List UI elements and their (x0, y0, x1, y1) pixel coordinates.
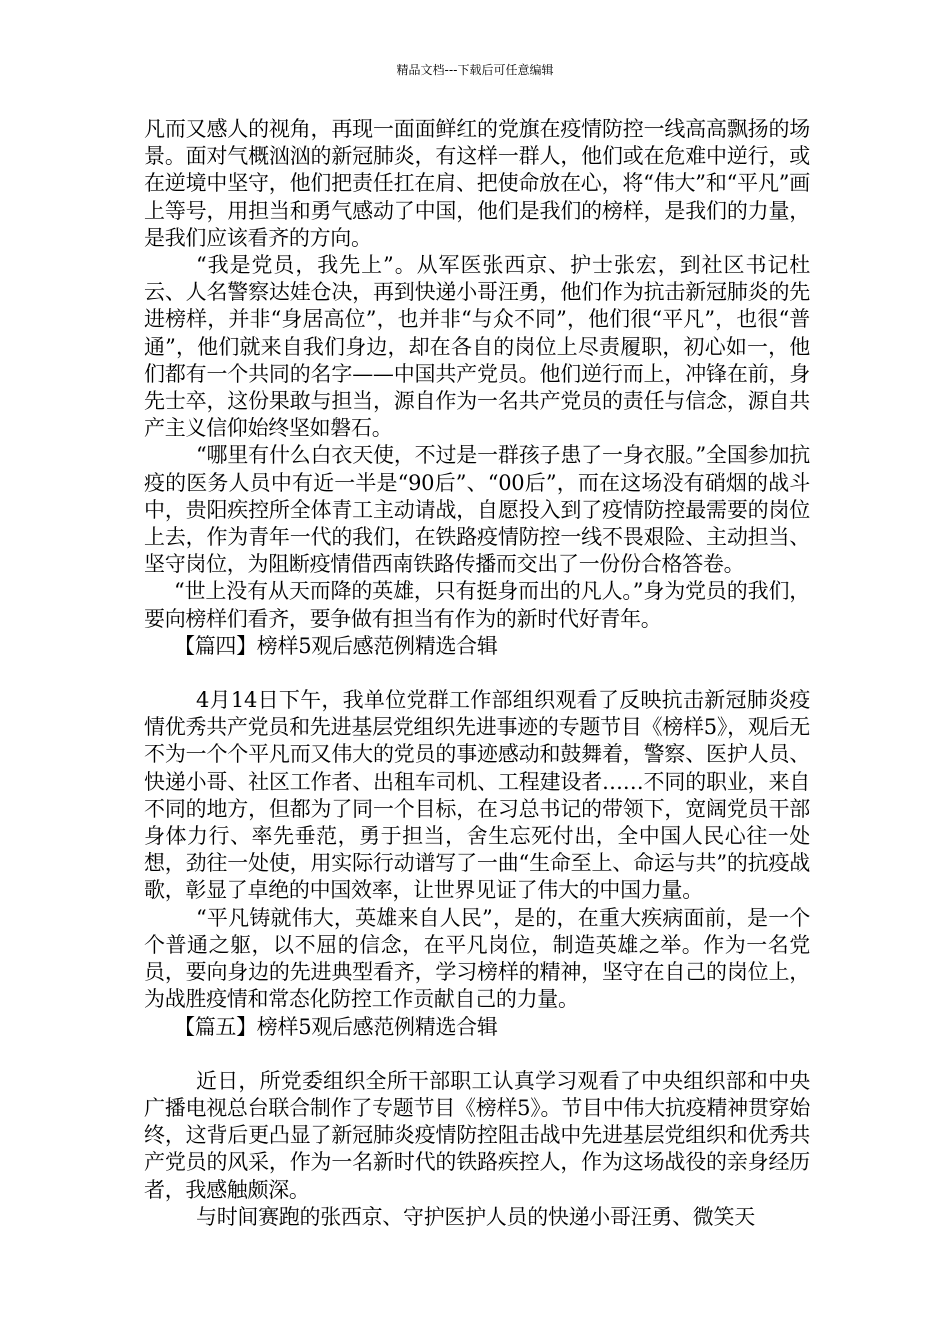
section-heading: 【篇四】榜样5观后感范例精选合辑 (174, 633, 498, 658)
blank-line (144, 1041, 810, 1068)
paragraph: “哪里有什么白衣天使，不过是一群孩子患了一身衣服。”全国参加抗疫的医务人员中有近一半是“90后”、“00后”，而在这场没有硝烟的战斗中，贵阳疾控所全体青工主动请战，自愿投入到了疫情防控最需要的岗位上去，作为青年一代的我们，在铁路疫情防控一线不畏艰险、主动担当、坚守岗位，为阻断疫情借西南铁路传播而交出了一份份合格答卷。 (144, 443, 810, 577)
section-heading: 【篇五】榜样5观后感范例精选合辑 (174, 1014, 498, 1039)
paragraph: 凡而又感人的视角，再现一面面鲜红的党旗在疫情防控一线高高飘扬的场景。面对气概汹汹的新冠肺炎，有这样一群人，他们或在危难中逆行，或在逆境中坚守，他们把责任扛在肩、把使命放在心，将“伟大”和“平凡”画上等号，用担当和勇气感动了中国，他们是我们的榜样，是我们的力量，是我们应该看齐的方向。 (144, 117, 810, 250)
page-header: 精品文档---下载后可任意编辑 (396, 63, 554, 77)
document-body (144, 116, 810, 1231)
paragraph: 与时间赛跑的张西京、守护医护人员的快递小哥汪勇、微笑天 (196, 1204, 755, 1229)
paragraph: “我是党员，我先上”。从军医张西京、护士张宏，到社区书记杜云、人名警察达娃仓决，再到快递小哥汪勇，他们作为抗击新冠肺炎的先进榜样，并非“身居高位”，也并非“与众不同”，他们很“平凡”，也很“普通”，他们就来自我们身边，却在各自的岗位上尽责履职，初心如一，他们都有一个共同的名字——中国共产党员。他们逆行而上，冲锋在前，身先士卒，这份果敢与担当，源自作为一名共产党员的责任与信念，源自共产主义信仰始终坚如磐石。 (144, 253, 810, 441)
paragraph: 近日，所党委组织全所干部职工认真学习观看了中央组织部和中央广播电视总台联合制作了专题节目《榜样5》。节目中伟大抗疫精神贯穿始终，这背后更凸显了新冠肺炎疫情防控阻击战中先进基层党组织和优秀共产党员的风采，作为一名新时代的铁路疾控人，作为这场战役的亲身经历者，我感触颇深。 (144, 1068, 810, 1202)
paragraph: “世上没有从天而降的英雄，只有挺身而出的凡人。”身为党员的我们，要向榜样们看齐，要争做有担当有作为的新时代好青年。 (144, 579, 810, 631)
blank-line (144, 660, 810, 687)
paragraph: 4月14日下午，我单位党群工作部组织观看了反映抗击新冠肺炎疫情优秀共产党员和先进基层党组织先进事迹的专题节目《榜样5》，观后无不为一个个平凡而又伟大的党员的事迹感动和鼓舞着，警察、医护人员、快递小哥、社区工作者、出租车司机、工程建设者……不同的职业，来自不同的地方，但都为了同一个目标，在习总书记的带领下，宽阔党员干部身体力行、率先垂范，勇于担当，舍生忘死付出，全中国人民心往一处想，劲往一处使，用实际行动谱写了一曲“生命至上、命运与共”的抗疫战歌，彰显了卓绝的中国效率，让世界见证了伟大的中国力量。 (144, 688, 810, 903)
paragraph: “平凡铸就伟大，英雄来自人民”，是的，在重大疾病面前，是一个个普通之躯，以不屈的信念，在平凡岗位，制造英雄之举。作为一名党员，要向身边的先进典型看齐，学习榜样的精神，坚守在自己的岗位上，为战胜疫情和常态化防控工作贡献自己的力量。 (144, 905, 810, 1012)
